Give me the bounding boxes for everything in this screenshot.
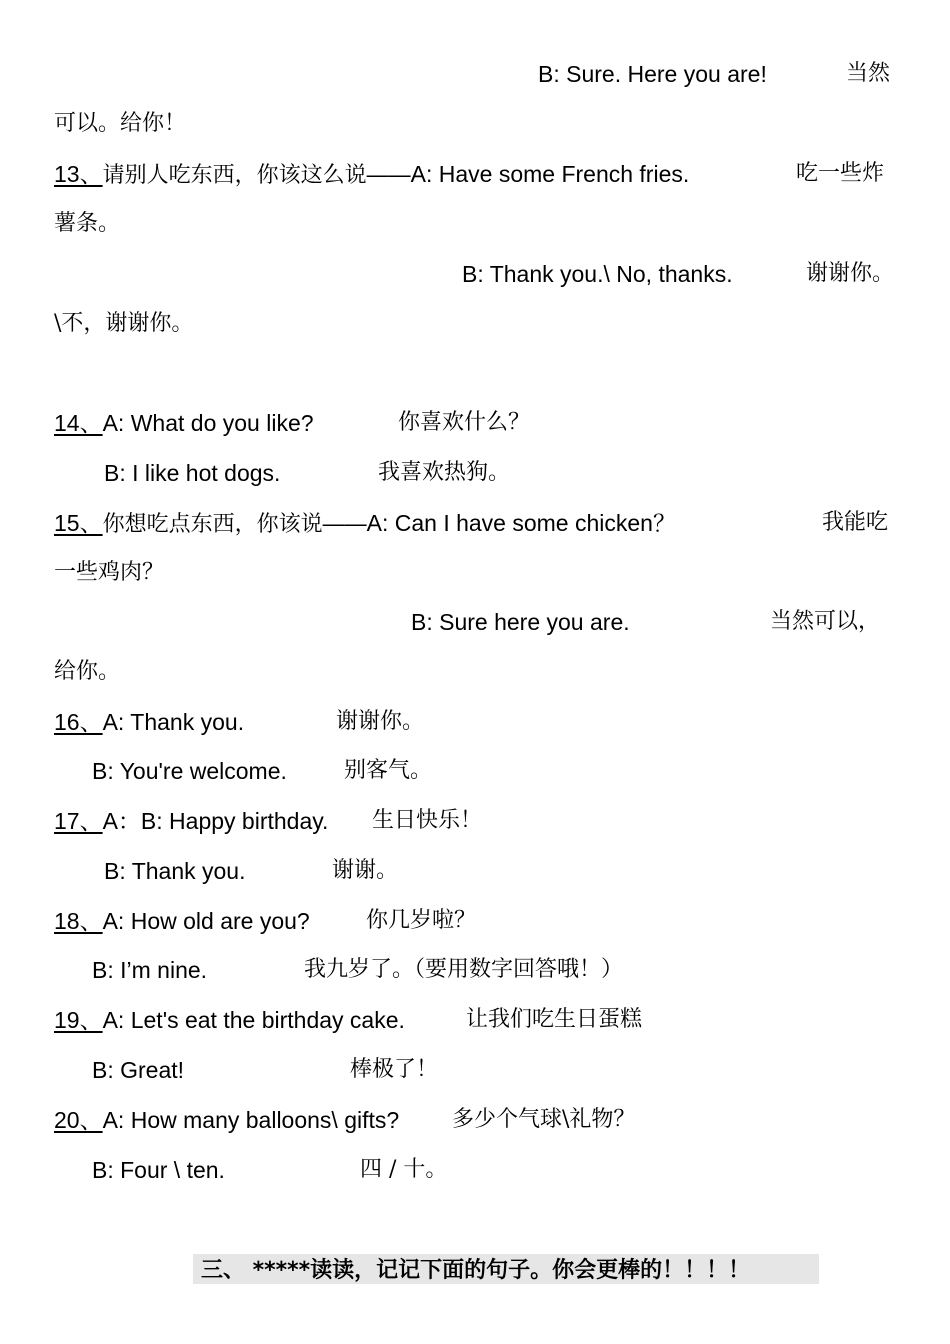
chinese-translation: 你几岁啦？ [366, 908, 477, 933]
english-text: B: Great! [92, 1057, 185, 1083]
instruction-text: 你想吃点东西，你该说―― [102, 512, 367, 537]
chinese-translation: 多少个气球\礼物？ [452, 1107, 636, 1132]
dialog-item-17-content [54, 806, 328, 836]
chinese-translation: 你喜欢什么？ [398, 410, 531, 435]
item-number: 20、 [54, 1107, 103, 1133]
english-text: B: Sure. Here you are! [538, 61, 767, 87]
dialog-item-16 [54, 707, 244, 737]
english-text: A: Let's eat the birthday cake. [102, 1007, 405, 1033]
chinese-translation: \不，谢谢你。 [54, 311, 194, 336]
item-number: 19、 [54, 1007, 103, 1033]
chinese-translation: 让我们吃生日蛋糕 [466, 1007, 643, 1032]
item-number: 13、 [54, 161, 103, 187]
chinese-translation: 当然可以， [770, 609, 881, 634]
dialog-item-14 [54, 408, 314, 438]
chinese-translation: 生日快乐！ [372, 808, 483, 833]
chinese-translation: 谢谢你。 [336, 709, 425, 734]
dialog-item-18 [54, 906, 310, 936]
english-text: A：B: Happy birthday. [102, 808, 329, 834]
dialog-item-13 [54, 159, 689, 191]
chinese-translation: 我能吃 [822, 510, 889, 535]
section-heading [193, 1254, 819, 1284]
item-number: 16、 [54, 709, 103, 735]
english-text: B: Thank you.\ No, thanks. [462, 261, 733, 287]
item-number: 14、 [54, 410, 103, 436]
dialog-line-b-sure [538, 59, 767, 89]
section-heading-text: 三、 *****读读，记记下面的句子。你会更棒的！！！！ [201, 1258, 751, 1283]
chinese-translation: 棒极了！ [350, 1057, 439, 1082]
dialog-item-15 [54, 508, 676, 540]
chinese-translation: 吃一些炸 [796, 161, 885, 186]
chinese-translation: 给你。 [54, 659, 121, 684]
item-number: 15、 [54, 510, 103, 536]
english-text: B: Thank you. [104, 858, 246, 884]
chinese-translation: 谢谢你。 [806, 261, 895, 286]
english-text: A: Have some French fries. [410, 161, 690, 187]
chinese-translation: 谢谢。 [332, 858, 399, 883]
item-number: 18、 [54, 908, 103, 934]
dialog-item-19 [54, 1005, 405, 1035]
chinese-translation: 四 / 十。 [360, 1157, 448, 1182]
english-text: B: Sure here you are. [411, 609, 630, 635]
english-text: A: Thank you. [102, 709, 245, 735]
english-text: A: What do you like? [102, 410, 314, 436]
item-number: 17、 [54, 808, 103, 834]
chinese-translation: 可以。给你！ [54, 111, 187, 136]
english-text: B: I’m nine. [92, 957, 208, 983]
chinese-translation: 别客气。 [344, 758, 433, 783]
chinese-translation: 薯条。 [54, 211, 121, 236]
english-text: B: I like hot dogs. [104, 460, 281, 486]
chinese-translation: 当然 [846, 61, 891, 86]
chinese-translation: 我喜欢热狗。 [378, 460, 511, 485]
dialog-item-20 [54, 1105, 399, 1135]
chinese-translation: 一些鸡肉？ [54, 560, 165, 585]
english-text: A: How many balloons\ gifts? [102, 1107, 400, 1133]
chinese-translation: 我九岁了。（要用数字回答哦！） [304, 957, 624, 982]
instruction-text: 请别人吃东西，你该这么说―― [102, 163, 411, 188]
english-text: B: You're welcome. [92, 758, 287, 784]
english-text: B: Four \ ten. [92, 1157, 225, 1183]
english-text: A: How old are you? [102, 908, 310, 934]
english-text: A: Can I have some chicken？ [366, 510, 676, 536]
